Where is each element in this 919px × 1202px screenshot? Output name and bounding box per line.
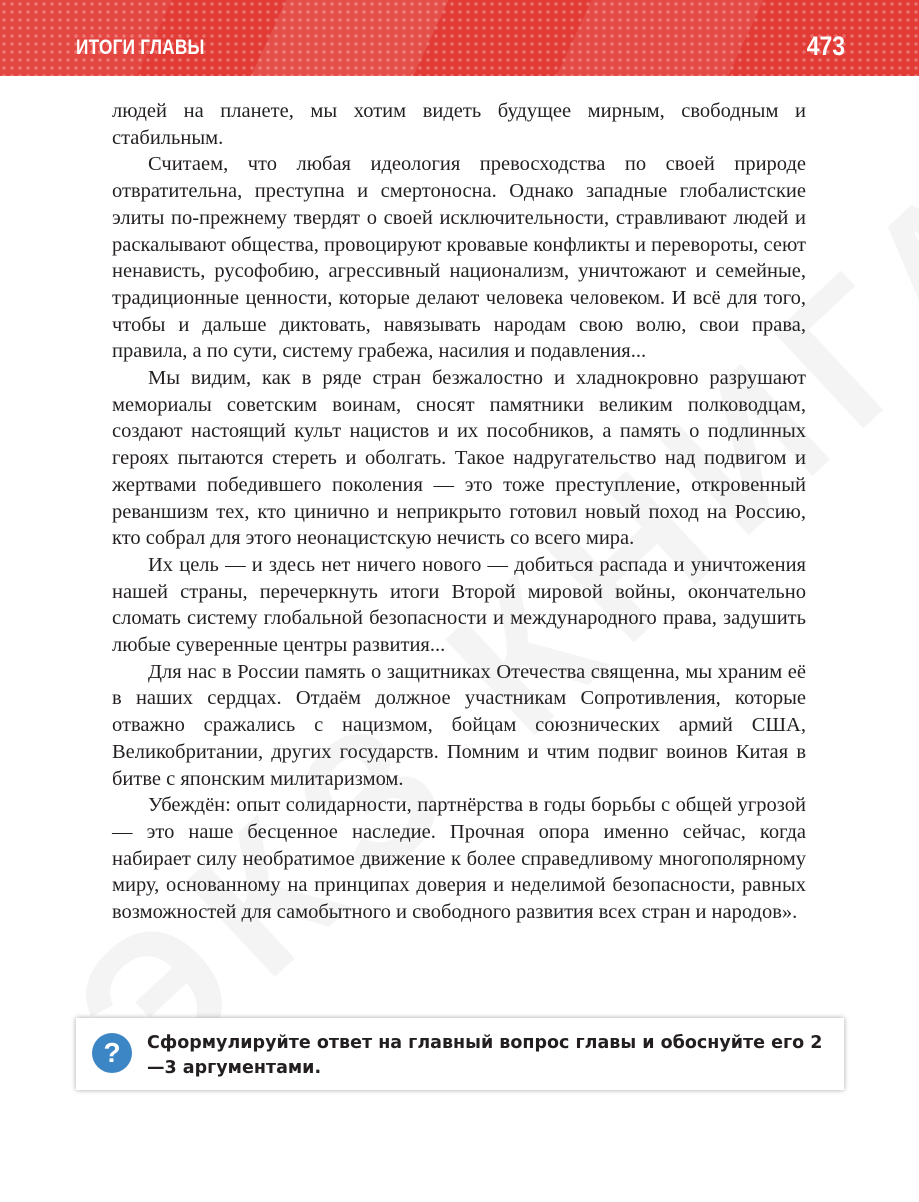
chapter-label: ИТОГИ ГЛАВЫ: [76, 36, 205, 59]
body-text: [112, 98, 806, 926]
page-header: [0, 0, 919, 76]
paragraph: Их цель — и здесь нет ничего нового — добиться распада и уничтожения нашей страны, перечеркнуть итоги Второй мировой войны, окончательно сломать систему глобальной безопасности и международного права, задушить любые суверенные центры развития...: [112, 553, 806, 657]
page-number: 473: [806, 31, 845, 61]
paragraph: людей на планете, мы хотим видеть будущее мирным, свободным и стабильным.: [112, 100, 806, 149]
question-box: [76, 1018, 844, 1090]
paragraph: Для нас в России память о защитниках Отечества священна, мы храним её в наших сердцах. Отдаём должное участникам Сопротивления, которые отважно сражались с нацизмом, бойцам союзнических армий США, Великобритании, других государств. Помним и чтим подвиг воинов Китая в битве с японским милитаризмом.: [112, 660, 806, 790]
question-text: Сформулируйте ответ на главный вопрос главы и обоснуйте его 2—3 аргументами.: [147, 1033, 823, 1078]
paragraph: Мы видим, как в ряде стран безжалостно и хладнокровно разрушают мемориалы советским воинам, сносят памятники великим полководцам, создают настоящий культ нацистов и их пособников, а память о подлинных героях пытаются стереть и оболгать. Такое надругательство над подвигом и жертвами победившего поколения — это тоже преступление, откровенный реваншизм тех, кто цинично и неприкрыто готовил новый поход на Россию, кто собрал для этого неонацистскую нечисть со всего мира.: [112, 367, 806, 550]
paragraph: Считаем, что любая идеология превосходства по своей природе отвратительна, преступна и смертоносна. Однако западные глобалистские элиты по-прежнему твердят о своей исключительности, стравливают людей и раскалывают общества, провоцируют кровавые конфликты и перевороты, сеют ненависть, русофобию, агрессивный национализм, уничтожают и семейные, традиционные ценности, которые делают человека человеком. И всё для того, чтобы и дальше диктовать, навязывать народам свою волю, свои права, правила, а по сути, систему грабежа, насилия и подавления...: [112, 153, 806, 363]
paragraph: Убеждён: опыт солидарности, партнёрства в годы борьбы с общей угрозой — это наше бесценное наследие. Прочная опора именно сейчас, когда набирает силу необратимое движение к более справедливому многополярному миру, основанному на принципах доверия и неделимой безопасности, равных возможностей для самобытного и свободного развития всех стран и народов».: [112, 794, 806, 924]
question-mark-icon: ?: [92, 1033, 132, 1073]
